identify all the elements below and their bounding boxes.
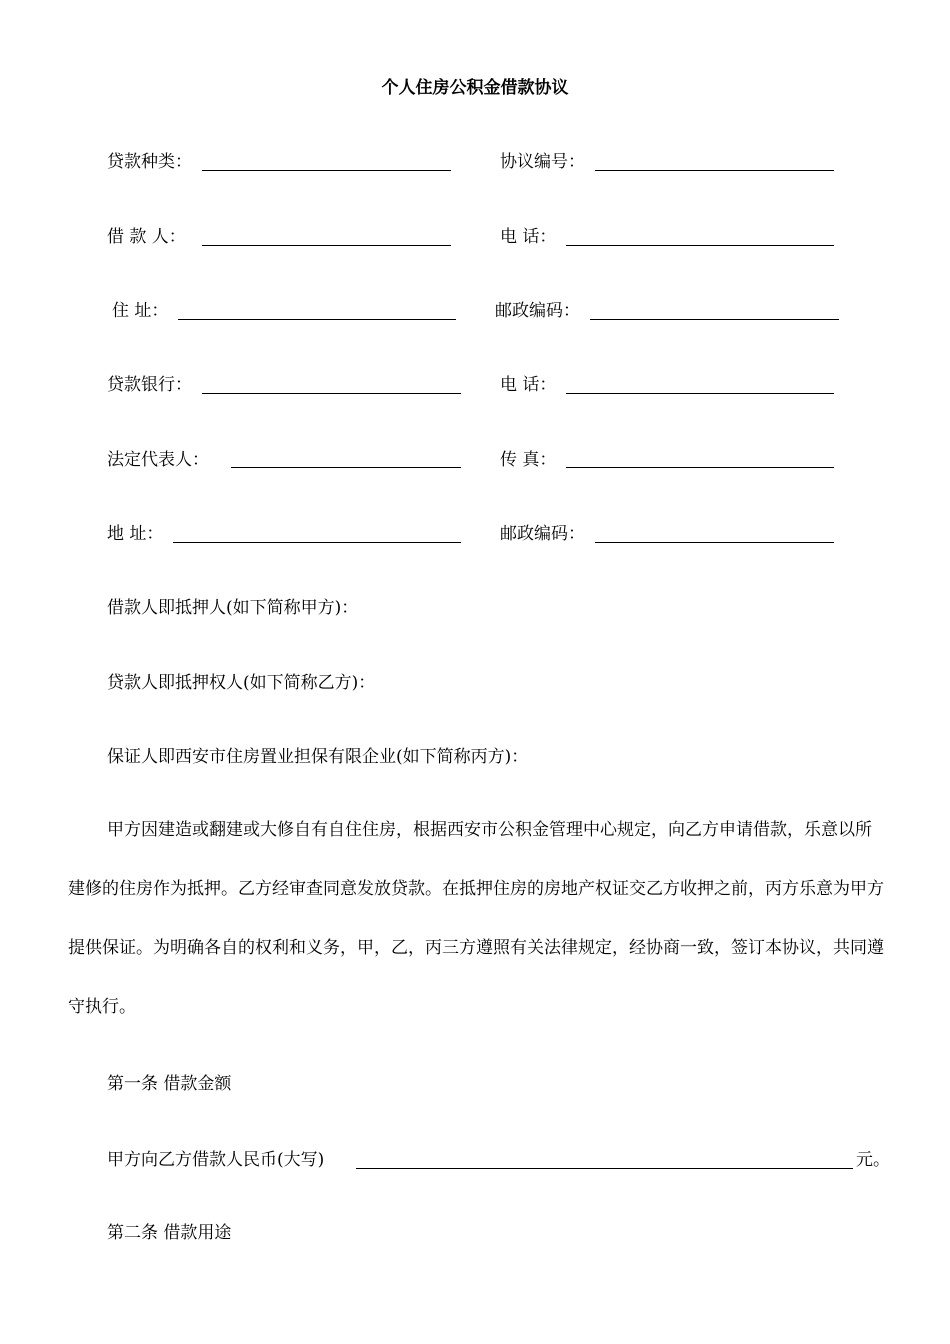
phone1-label: 电 话： xyxy=(500,227,557,247)
postcode1-label: 邮政编码： xyxy=(495,301,580,321)
agreement-no-label: 协议编号： xyxy=(500,152,585,172)
postcode2-label: 邮政编码： xyxy=(500,524,585,544)
address2-label: 地 址： xyxy=(107,524,164,544)
postcode2-field[interactable] xyxy=(595,542,834,543)
legal-rep-label: 法定代表人： xyxy=(107,450,209,470)
borrower-field[interactable] xyxy=(202,245,451,246)
legal-rep-field[interactable] xyxy=(231,467,461,468)
fax-label: 传 真： xyxy=(500,450,557,470)
bank-label: 贷款银行： xyxy=(107,375,192,395)
party-c-line: 保证人即西安市住房置业担保有限企业(如下简称丙方)： xyxy=(107,747,529,767)
article1-unit: 元。 xyxy=(856,1150,890,1170)
loan-amount-field[interactable] xyxy=(356,1168,853,1169)
agreement-no-field[interactable] xyxy=(595,170,834,171)
party-b-line: 贷款人即抵押权人(如下简称乙方)： xyxy=(107,673,376,693)
phone1-field[interactable] xyxy=(566,245,834,246)
article1-title: 第一条 借款金额 xyxy=(107,1074,232,1094)
article1-text: 甲方向乙方借款人民币(大写) xyxy=(107,1150,325,1170)
fax-field[interactable] xyxy=(566,467,834,468)
phone2-label: 电 话： xyxy=(500,375,557,395)
address2-field[interactable] xyxy=(173,542,461,543)
bank-field[interactable] xyxy=(202,393,461,394)
postcode1-field[interactable] xyxy=(590,319,839,320)
borrower-label: 借 款 人： xyxy=(107,227,186,247)
preamble-paragraph: 甲方因建造或翻建或大修自有自住住房，根据西安市公积金管理中心规定，向乙方申请借款，乐意以所建修的住房作为抵押。乙方经审查同意发放贷款。在抵押住房的房地产权证交乙方收押之前，丙方乐意为甲方提供保证。为明确各自的权利和义务，甲，乙，丙三方遵照有关法律规定，经协商一致，签订本协议，共同遵守执行。 xyxy=(68,820,884,1017)
loan-type-label: 贷款种类： xyxy=(107,152,192,172)
document-title: 个人住房公积金借款协议 xyxy=(381,78,569,98)
address1-label: 住 址： xyxy=(112,301,169,321)
phone2-field[interactable] xyxy=(566,393,834,394)
loan-type-field[interactable] xyxy=(202,170,451,171)
article2-title: 第二条 借款用途 xyxy=(107,1223,232,1243)
address1-field[interactable] xyxy=(178,319,456,320)
party-a-line: 借款人即抵押人(如下简称甲方)： xyxy=(107,598,359,618)
